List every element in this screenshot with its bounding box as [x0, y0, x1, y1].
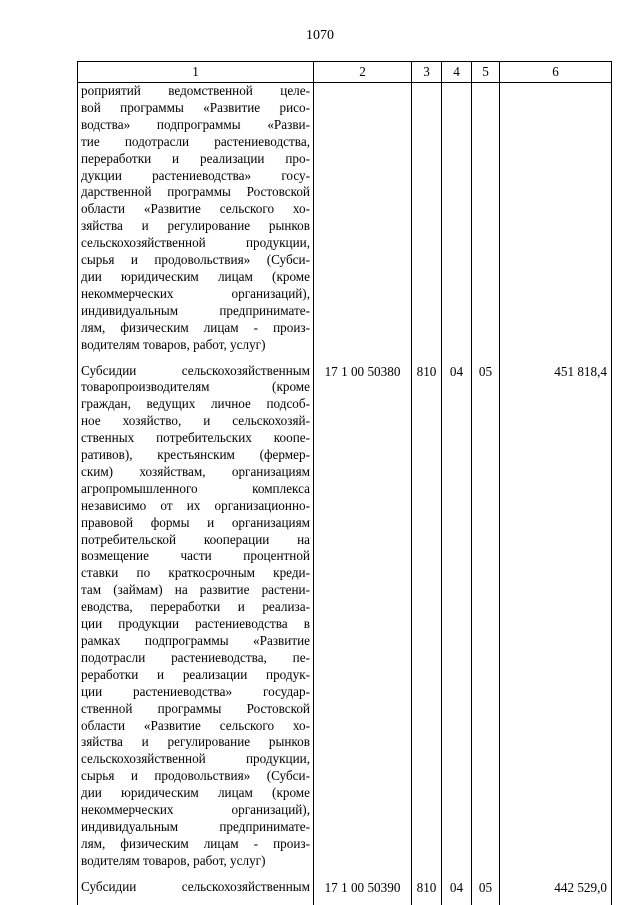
row-rz: 04 — [442, 879, 472, 905]
header-col-2: 2 — [314, 62, 412, 83]
description-line: рамках подпрограммы «Развитие — [81, 633, 310, 648]
row-code: 17 1 00 50380 — [314, 363, 412, 879]
description-line: там (займам) на развитие растени- — [81, 582, 310, 598]
description-line: подотрасли растениеводства, пе- — [81, 649, 310, 665]
description-line: некоммерческих организаций), — [81, 802, 310, 818]
description-line: ственной программы Ростовской — [81, 700, 310, 716]
row-vr — [412, 83, 442, 363]
description-line: водителям товаров, работ, услуг) — [81, 852, 266, 868]
description-line: некоммерческих организаций), — [81, 285, 310, 301]
table-row — [78, 879, 612, 905]
description-line: Субсидии сельскохозяйственным — [81, 362, 310, 378]
row-description — [78, 83, 314, 363]
description-line: потребительской кооперации на — [81, 531, 310, 547]
description-line: дукции растениеводства» госу- — [81, 167, 310, 183]
description-line: вой программы «Развитие рисо- — [81, 99, 310, 115]
row-code: 17 1 00 50390 — [314, 879, 412, 905]
row-vr: 810 — [412, 363, 442, 879]
description-line: водителям товаров, работ, услуг) — [81, 336, 266, 352]
row-pr: 05 — [472, 363, 500, 879]
description-line: ским) хозяйствам, организациям — [81, 463, 310, 479]
description-line: дии юридическим лицам (кроме — [81, 785, 310, 801]
description-line: ственных потребительских коопе- — [81, 430, 310, 446]
header-col-4: 4 — [442, 62, 472, 83]
header-col-6: 6 — [500, 62, 612, 83]
description-line: граждан, ведущих личное подсоб- — [81, 396, 310, 412]
row-vr: 810 — [412, 879, 442, 905]
description-line: индивидуальным предпринимате- — [81, 302, 310, 318]
description-line: ративов), крестьянским (фермер- — [81, 447, 310, 463]
row-description — [78, 879, 314, 905]
description-line: лям, физическим лицам - произ- — [81, 319, 310, 335]
description-line: Субсидии сельскохозяйственным — [81, 878, 310, 894]
description-line: правовой формы и организациям — [81, 514, 310, 530]
description-line: роприятий ведомственной целе- — [81, 83, 310, 98]
description-line: агропромышленного комплекса — [81, 480, 310, 496]
row-amount — [500, 83, 612, 363]
description-line: сырья и продовольствия» (Субси- — [81, 252, 310, 268]
page-number: 1070 — [306, 28, 334, 43]
row-amount: 451 818,4 — [500, 363, 612, 879]
description-line: области «Развитие сельского хо- — [81, 201, 310, 217]
description-line: лям, физическим лицам - произ- — [81, 835, 310, 851]
row-rz: 04 — [442, 363, 472, 879]
header-col-5: 5 — [472, 62, 500, 83]
description-line: возмещение части процентной — [81, 548, 310, 564]
description-line: сырья и продовольствия» (Субси- — [81, 768, 310, 784]
description-line: еводства, переработки и реализа- — [81, 599, 310, 615]
budget-table — [77, 61, 612, 905]
description-line: сельскохозяйственной продукции, — [81, 235, 310, 251]
description-line: зяйства и регулирование рынков — [81, 734, 310, 750]
description-line: области «Развитие сельского хо- — [81, 717, 310, 733]
description-line: сельскохозяйственной продукции, — [81, 751, 310, 767]
description-line: зяйства и регулирование рынков — [81, 218, 310, 234]
row-rz — [442, 83, 472, 363]
description-line: реработки и реализации продук- — [81, 666, 310, 682]
description-line: переработки и реализации про- — [81, 150, 310, 166]
description-line: ное хозяйство, и сельскохозяй- — [81, 413, 310, 429]
header-col-1: 1 — [78, 62, 314, 83]
row-code — [314, 83, 412, 363]
description-line: дарственной программы Ростовской — [81, 184, 310, 200]
description-line: дии юридическим лицам (кроме — [81, 268, 310, 284]
description-line: индивидуальным предпринимате- — [81, 818, 310, 834]
table-row — [78, 83, 612, 363]
table-header-row — [78, 62, 612, 83]
row-description — [78, 363, 314, 879]
description-line: ции растениеводства» государ- — [81, 683, 310, 699]
header-col-3: 3 — [412, 62, 442, 83]
description-line: водства» подпрограммы «Разви- — [81, 116, 310, 132]
description-line: ции продукции растениеводства в — [81, 616, 310, 632]
description-line: товаропроизводителям (кроме — [81, 379, 310, 395]
description-line: тие подотрасли растениеводства, — [81, 133, 310, 149]
row-pr: 05 — [472, 879, 500, 905]
row-pr — [472, 83, 500, 363]
row-amount: 442 529,0 — [500, 879, 612, 905]
description-line: ставки по краткосрочным креди- — [81, 565, 310, 581]
description-line: независимо от их организационно- — [81, 497, 310, 513]
table-row — [78, 363, 612, 879]
